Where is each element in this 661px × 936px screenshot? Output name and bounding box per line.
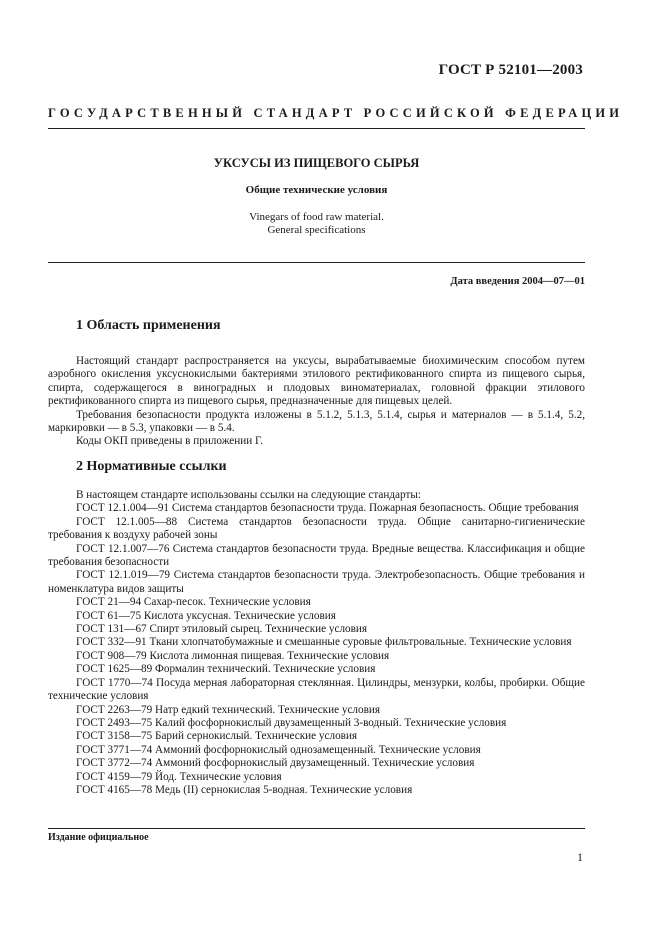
english-title-line-1: Vinegars of food raw material. <box>249 211 384 223</box>
english-title-line-2: General specifications <box>267 224 366 236</box>
reference-item: ГОСТ 61—75 Кислота уксусная. Технические условия <box>76 609 336 622</box>
reference-item: ГОСТ 3771—74 Аммоний фосфорнокислый однозамещенный. Технические условия <box>76 743 481 756</box>
reference-item: ГОСТ 21—94 Сахар-песок. Технические условия <box>76 596 311 609</box>
reference-item: ГОСТ 4159—79 Йод. Технические условия <box>76 770 282 783</box>
reference-item: ГОСТ 908—79 Кислота лимонная пищевая. Технические условия <box>76 649 390 662</box>
reference-item: ГОСТ 3772—74 Аммоний фосфорнокислый двузамещенный. Технические условия <box>76 757 475 770</box>
reference-item: ГОСТ 12.1.005—88 Система стандартов безопасности труда. Общие санитарно-гигиенические требования к воздуху рабочей зоны <box>48 515 585 542</box>
footer-divider <box>48 828 585 829</box>
section-1-paragraph: Коды ОКП приведены в приложении Г. <box>76 435 264 448</box>
section-1-paragraph: Настоящий стандарт распространяется на уксусы, вырабатываемые биохимическим способом путем аэробного окисления уксуснокислыми бактериями этилового ректификованного спирта из пищевого сырья, спирта, содержащегося в виноградных и плодовых виноматериалах, головной фракции этилового ректификованного спирта из пищевого сырья, предназначенные для пищевых целей. <box>48 355 585 408</box>
reference-item: ГОСТ 4165—78 Медь (II) сернокислая 5-водная. Технические условия <box>76 783 413 796</box>
reference-item: ГОСТ 12.1.004—91 Система стандартов безопасности труда. Пожарная безопасность. Общие требования <box>76 502 579 515</box>
reference-item: ГОСТ 332—91 Ткани хлопчатобумажные и смешанные суровые фильтровальные. Технические условия <box>76 636 572 649</box>
reference-item: ГОСТ 2263—79 Натр едкий технический. Технические условия <box>76 703 381 716</box>
english-title <box>48 211 585 237</box>
document-number: ГОСТ Р 52101—2003 <box>438 62 583 78</box>
reference-item: ГОСТ 12.1.019—79 Система стандартов безопасности труда. Электробезопасность. Общие требования и номенклатура видов защиты <box>48 569 585 595</box>
title-divider <box>48 262 585 263</box>
reference-item: ГОСТ 1625—89 Формалин технический. Технические условия <box>76 663 376 676</box>
page-number: 1 <box>577 850 583 864</box>
normative-references-list <box>48 489 585 797</box>
section-1-paragraph: Требования безопасности продукта изложены в 5.1.2, 5.1.3, 5.1.4, сырья и материалов — в 5.1.4, 5.2, маркировки — в 5.3, упаковки — в 5.4. <box>48 408 585 435</box>
state-standard-banner: ГОСУДАРСТВЕННЫЙ СТАНДАРТ РОССИЙСКОЙ ФЕДЕРАЦИИ <box>48 106 624 120</box>
section-1-body <box>48 355 585 449</box>
top-divider <box>48 128 585 129</box>
document-title: УКСУСЫ ИЗ ПИЩЕВОГО СЫРЬЯ <box>213 156 420 170</box>
references-intro: В настоящем стандарте использованы ссылки на следующие стандарты: <box>76 489 421 501</box>
reference-item: ГОСТ 12.1.007—76 Система стандартов безопасности труда. Вредные вещества. Классификация и общие требования безопасности <box>48 542 585 569</box>
reference-item: ГОСТ 1770—74 Посуда мерная лабораторная стеклянная. Цилиндры, мензурки, колбы, пробирки. Общие технические условия <box>48 676 585 703</box>
document-subtitle: Общие технические условия <box>245 184 388 196</box>
reference-item: ГОСТ 3158—75 Барий сернокислый. Технические условия <box>76 730 358 743</box>
section-2-heading: 2 Нормативные ссылки <box>76 459 227 474</box>
edition-note: Издание официальное <box>48 832 149 843</box>
reference-item: ГОСТ 2493—75 Калий фосфорнокислый двузамещенный 3-водный. Технические условия <box>76 716 507 729</box>
section-1-heading: 1 Область применения <box>76 318 221 333</box>
reference-item: ГОСТ 131—67 Спирт этиловый сырец. Технические условия <box>76 623 368 636</box>
effective-date: Дата введения 2004—07—01 <box>450 276 585 287</box>
